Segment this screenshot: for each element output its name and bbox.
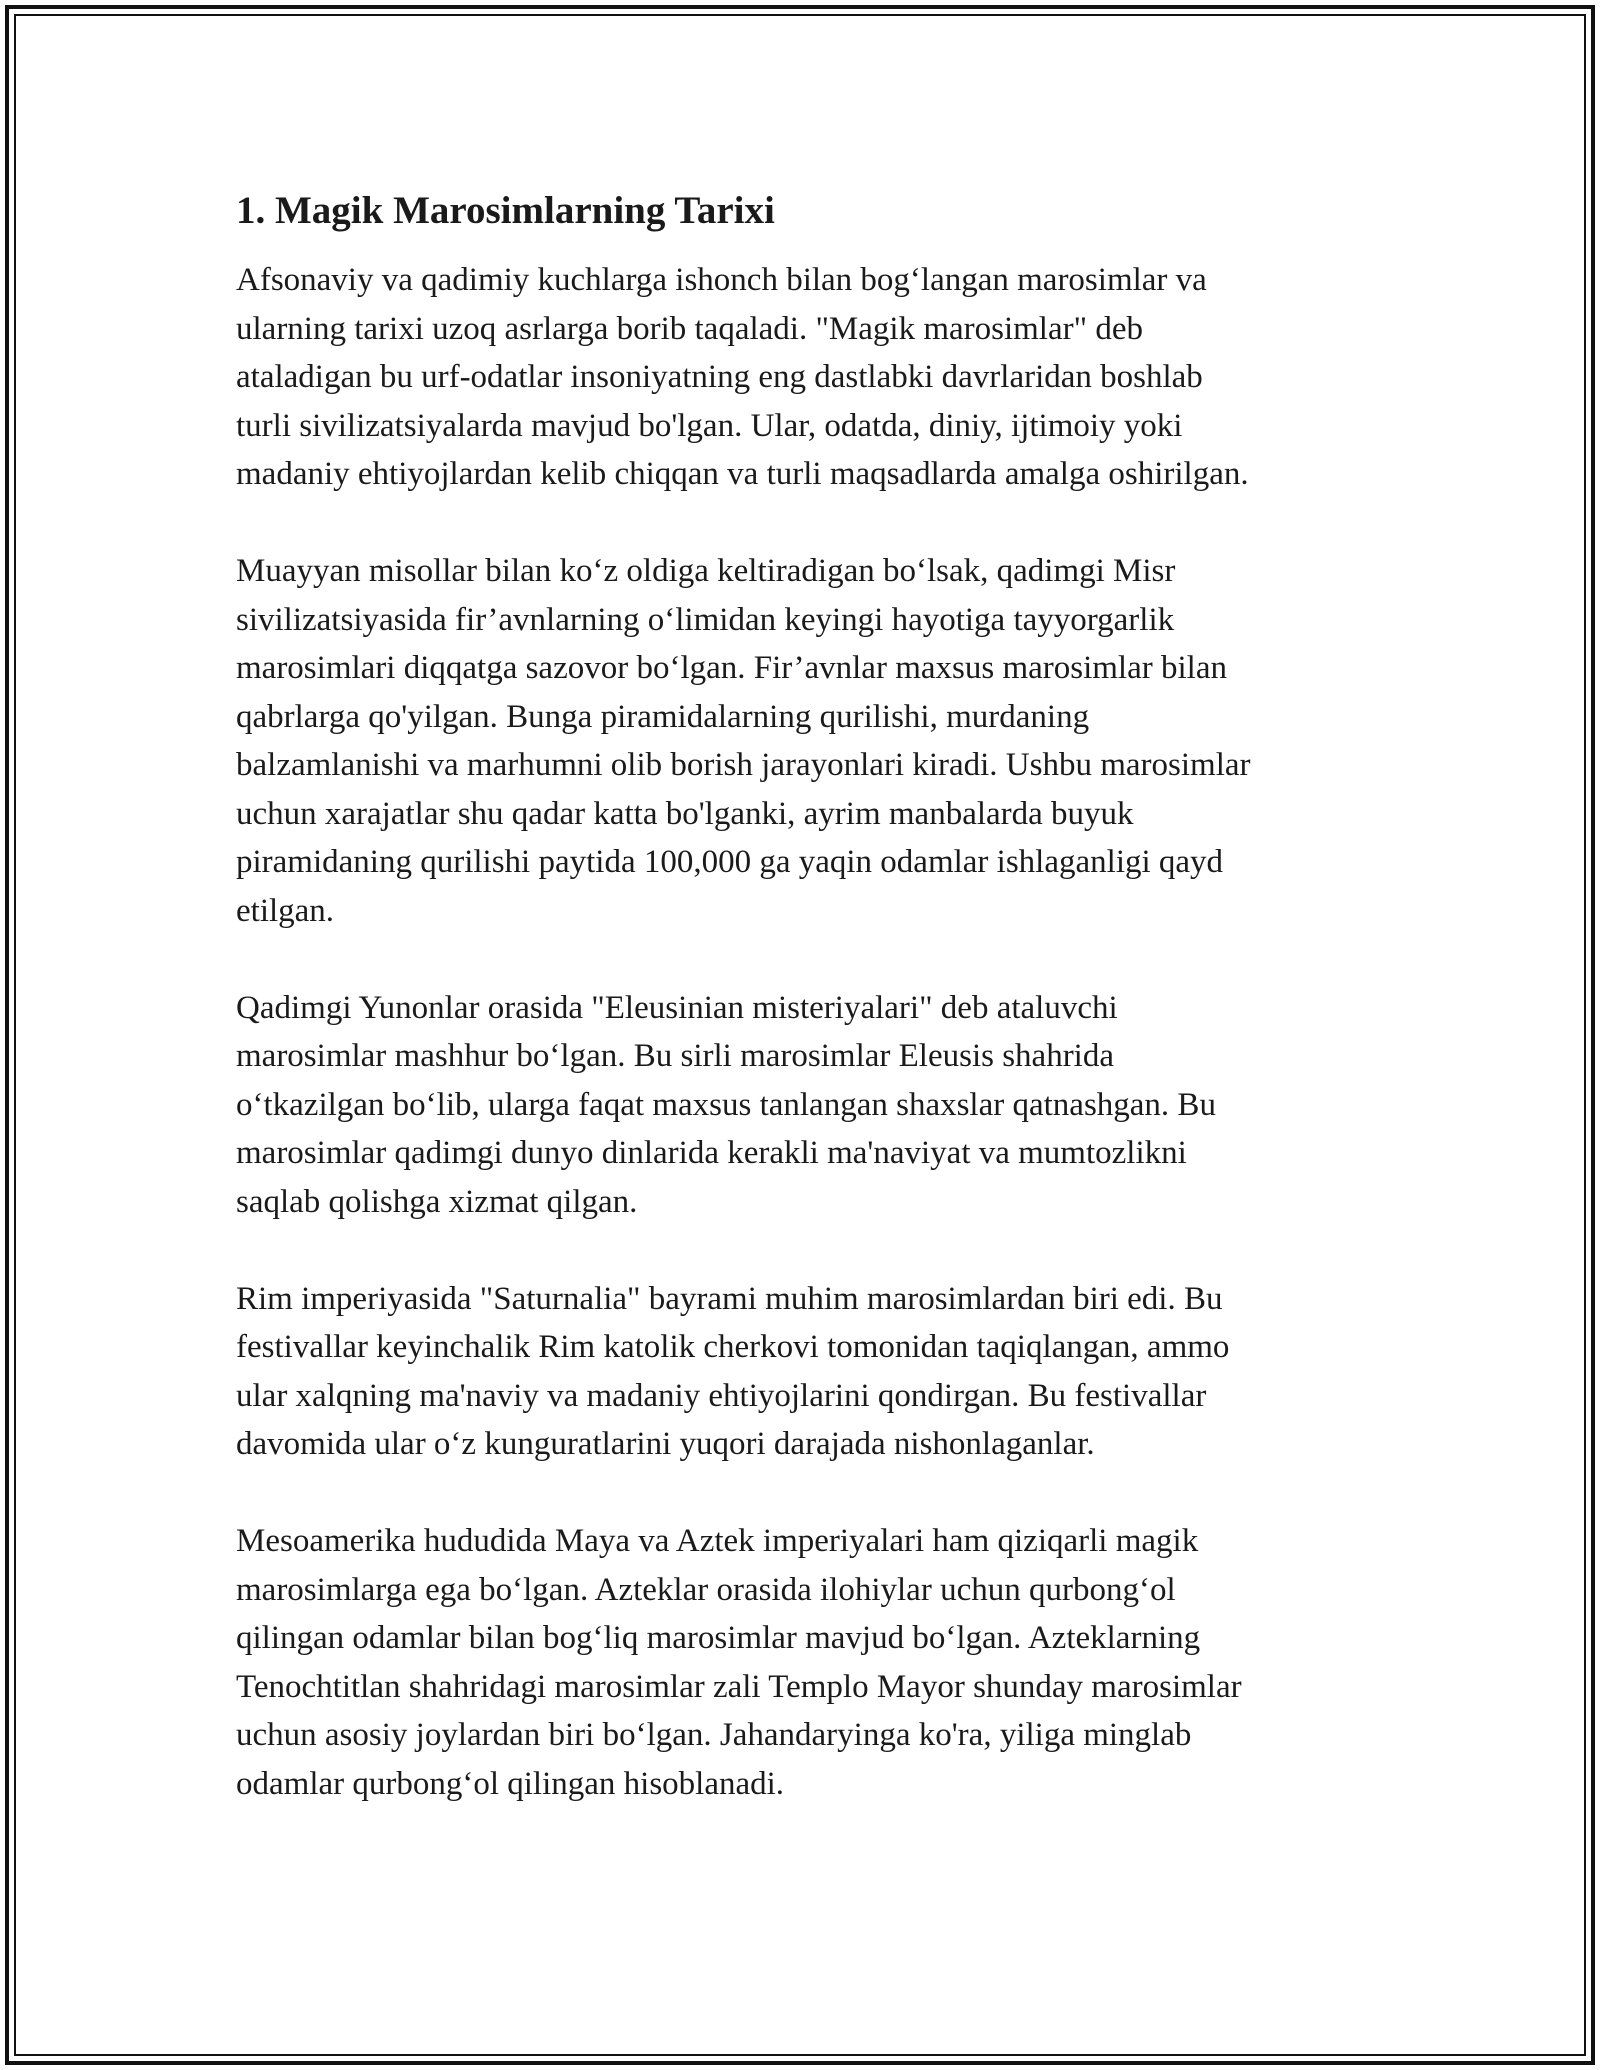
paragraph-history-intro: Afsonaviy va qadimiy kuchlarga ishonch bilan bog‘langan marosimlar va ularning tarixi uzoq asrlarga borib taqaladi. "Magik marosimlar" deb ataladigan bu urf-odatlar insoniyatning eng dastlabki davrlaridan boshlab turli sivilizatsiyalarda mavjud bo'lgan. Ular, odatda, diniy, ijtimoiy yoki madaniy ehtiyojlardan kelib chiqqan va turli maqsadlarda amalga oshirilgan. xyxy=(236,262,1249,492)
paragraph-mesoamerica: Mesoamerika hududida Maya va Aztek imperiyalari ham qiziqarli magik marosimlarga ega bo‘lgan. Azteklar orasida ilohiylar uchun qurbong‘ol qilingan odamlar bilan bog‘liq marosimlar mavjud bo‘lgan. Azteklarning Tenochtitlan shahridagi marosimlar zali Templo Mayor shunday marosimlar uchun asosiy joylardan biri bo‘lgan. Jahandaryinga ko'ra, yiliga minglab odamlar qurbong‘ol qilingan hisoblanadi. xyxy=(236,1523,1242,1802)
section-heading: 1. Magik Marosimlarning Tarixi xyxy=(236,189,775,232)
paragraph-greece: Qadimgi Yunonlar orasida "Eleusinian misteriyalari" deb ataluvchi marosimlar mashhur bo‘lgan. Bu sirli marosimlar Eleusis shahrida o‘tkazilgan bo‘lib, ularga faqat maxsus tanlangan shaxslar qatnashgan. Bu marosimlar qadimgi dunyo dinlarida kerakli ma'naviyat va mumtozlikni saqlab qolishga xizmat qilgan. xyxy=(236,989,1216,1220)
paragraph-rome: Rim imperiyasida "Saturnalia" bayrami muhim marosimlardan biri edi. Bu festivallar keyinchalik Rim katolik cherkovi tomonidan taqiqlangan, ammo ular xalqning ma'naviy va madaniy ehtiyojlarini qondirgan. Bu festivallar davomida ular o‘z kunguratlarini yuqori darajada nishonlaganlar. xyxy=(236,1280,1230,1462)
document-body xyxy=(236,186,1376,1857)
paragraph-egypt: Muayyan misollar bilan ko‘z oldiga keltiradigan bo‘lsak, qadimgi Misr sivilizatsiyasida fir’avnlarning o‘limidan keyingi hayotiga tayyorgarlik marosimlari diqqatga sazovor bo‘lgan. Fir’avnlar maxsus marosimlar bilan qabrlarga qo'yilgan. Bunga piramidalarning qurilishi, murdaning balzamlanishi va marhumni olib borish jarayonlari kiradi. Ushbu marosimlar uchun xarajatlar shu qadar katta bo'lganki, ayrim manbalarda buyuk piramidaning qurilishi paytida 100,000 ga yaqin odamlar ishlaganligi qayd etilgan. xyxy=(236,553,1251,929)
